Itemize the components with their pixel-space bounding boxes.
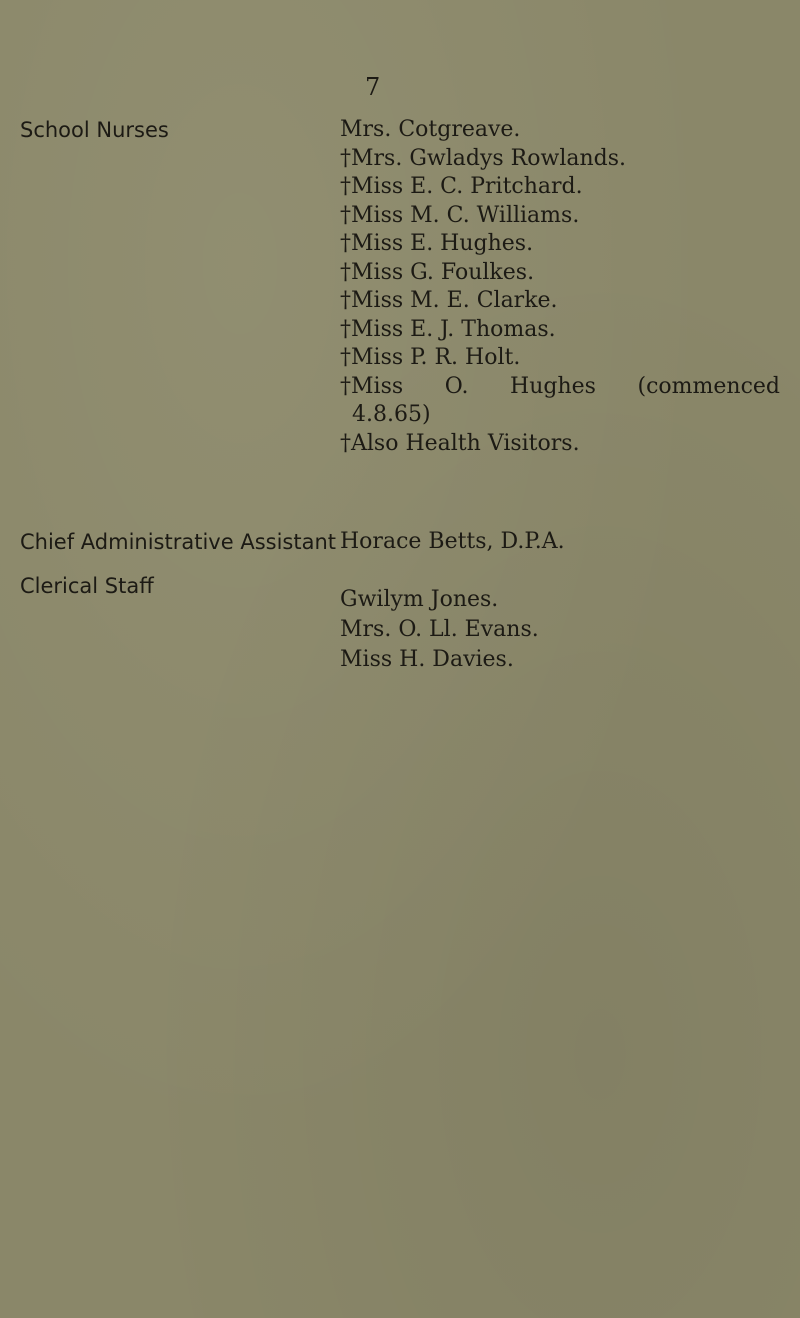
page-number: 7 xyxy=(365,73,381,101)
list-item: †Miss E. J. Thomas. xyxy=(340,316,556,342)
section-label-chief-admin: Chief Administrative Assistant xyxy=(20,530,336,554)
list-item: Mrs. Cotgreave. xyxy=(340,117,521,142)
section-label-clerical-staff: Clerical Staff xyxy=(20,574,154,598)
wrapped-entry-word: O. xyxy=(444,373,469,399)
list-item: Gwilym Jones. xyxy=(340,587,499,612)
wrapped-entry-word: (commenced xyxy=(637,373,780,399)
list-item-wrapped xyxy=(340,373,780,430)
list-item: †Miss M. C. Williams. xyxy=(340,202,580,228)
wrapped-entry-line-1 xyxy=(340,373,780,402)
school-nurses-list xyxy=(340,116,780,458)
list-item: †Miss E. Hughes. xyxy=(340,231,534,256)
list-item: Horace Betts, D.P.A. xyxy=(340,529,565,554)
footnote: †Also Health Visitors. xyxy=(340,430,580,456)
list-item: †Miss M. E. Clarke. xyxy=(340,288,558,313)
list-item: Miss H. Davies. xyxy=(340,647,514,672)
wrapped-entry-word: Hughes xyxy=(510,373,596,399)
wrapped-entry-word: †Miss xyxy=(340,373,404,399)
list-item: †Miss E. C. Pritchard. xyxy=(340,174,583,199)
chief-admin-list xyxy=(340,528,780,557)
wrapped-entry-line-2: 4.8.65) xyxy=(352,402,431,427)
list-item: Mrs. O. Ll. Evans. xyxy=(340,617,539,642)
list-item: †Miss P. R. Holt. xyxy=(340,345,521,370)
list-item: †Miss G. Foulkes. xyxy=(340,259,535,285)
list-item: †Mrs. Gwladys Rowlands. xyxy=(340,145,626,171)
clerical-staff-list xyxy=(340,585,780,675)
section-label-school-nurses: School Nurses xyxy=(20,118,169,142)
